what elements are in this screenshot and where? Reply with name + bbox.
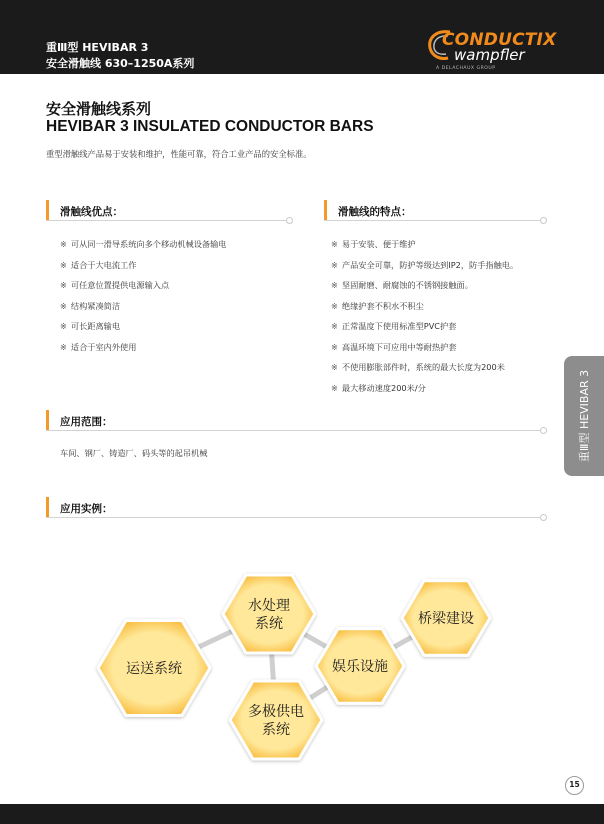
section-title: 应用范围： [60, 416, 113, 428]
page-title-en: HEVIBAR 3 INSULATED CONDUCTOR BARS [46, 118, 374, 135]
hexagon-label: 多极供电 [248, 704, 304, 720]
bullet-marker: ※ [60, 239, 67, 249]
bullet-marker: ※ [60, 259, 67, 270]
divider-end-dot [286, 217, 293, 224]
side-tab-label: 重Ⅲ型 HEVIBAR 3 [578, 369, 591, 463]
features-list [331, 238, 518, 402]
bullet-marker: ※ [60, 341, 67, 352]
intro-text: 重型滑触线产品易于安装和维护，性能可靠，符合工业产品的安全标准。 [46, 149, 312, 159]
section-divider [46, 220, 286, 221]
header-product-line: 重Ⅲ型 HEVIBAR 3 [46, 41, 149, 54]
bullet-marker: ※ [331, 341, 338, 352]
divider-end-dot [540, 514, 547, 521]
header-series-line: 安全滑触线 630–1250A系列 [46, 57, 195, 70]
list-item: ※ 可任意位置提供电源输入点 [60, 280, 170, 290]
bullet-marker: ※ [331, 259, 338, 270]
section-title: 滑触线的特点： [338, 206, 412, 218]
chapter-side-tab[interactable] [564, 356, 604, 476]
logo-wordmark: CONDUCTIX [442, 30, 557, 50]
application-hexagon-diagram [0, 540, 604, 790]
bullet-marker: ※ [331, 382, 338, 393]
list-item: ※ 绝缘护套不积水不积尘 [331, 300, 424, 311]
section-examples-header [46, 497, 546, 517]
bullet-marker: ※ [60, 300, 67, 311]
list-item: ※ 易于安装、便于维护 [331, 239, 416, 249]
company-logo [424, 26, 564, 74]
hexagon-label: 运送系统 [126, 661, 182, 677]
section-accent-bar [324, 200, 327, 220]
list-item: ※ 适合于室内外使用 [60, 341, 137, 352]
section-accent-bar [46, 497, 49, 517]
section-title: 应用实例： [60, 503, 113, 515]
bullet-marker: ※ [331, 280, 338, 290]
hexagon-shape [223, 575, 315, 653]
bullet-marker: ※ [60, 321, 67, 331]
list-item: ※ 可从同一滑导系统向多个移动机械设备输电 [60, 239, 227, 249]
section-divider [324, 220, 540, 221]
page-title-cn: 安全滑触线系列 [46, 100, 152, 118]
list-item: ※ 高温环境下可应用中等耐热护套 [331, 341, 457, 352]
list-item: ※ 坚固耐磨、耐腐蚀的不锈钢接触面。 [331, 280, 473, 290]
list-item: ※ 产品安全可靠，防护等级达到IP2，防手指触电。 [331, 259, 519, 270]
bullet-marker: ※ [331, 362, 338, 372]
bullet-marker: ※ [331, 239, 338, 249]
section-divider [46, 517, 540, 518]
advantages-list [60, 238, 226, 361]
list-item: ※ 结构紧凑简洁 [60, 300, 121, 311]
hex-multipole-power [230, 681, 322, 759]
list-item: ※ 正常温度下使用标准型PVC护套 [331, 321, 457, 331]
section-accent-bar [46, 200, 49, 220]
hex-water-treatment [223, 575, 315, 653]
hexagon-label: 娱乐设施 [332, 659, 388, 675]
bullet-marker: ※ [60, 280, 67, 290]
section-scope-header [46, 410, 546, 430]
hexagon-label: 系统 [262, 722, 290, 738]
bullet-marker: ※ [331, 300, 338, 311]
hexagon-shape [230, 681, 322, 759]
hex-transport-system [98, 621, 210, 716]
footer-bar [0, 804, 604, 824]
bullet-marker: ※ [331, 321, 338, 331]
header-bar [0, 0, 604, 74]
section-title: 滑触线优点： [60, 206, 123, 218]
section-divider [46, 430, 540, 431]
hexagon-label: 桥梁建设 [418, 611, 474, 627]
hexagon-label: 水处理 [248, 598, 290, 614]
divider-end-dot [540, 217, 547, 224]
scope-text: 车间、钢厂、铸造厂、码头等的起吊机械 [60, 448, 208, 458]
hex-entertainment [316, 629, 404, 704]
logo-subbrand: wampfler [454, 46, 525, 64]
list-item: ※ 最大移动速度200米/分 [331, 382, 426, 393]
section-advantages-header [46, 200, 292, 220]
page-number: 15 [565, 776, 584, 795]
hex-bridge-construction [402, 581, 490, 656]
section-accent-bar [46, 410, 49, 430]
section-features-header [324, 200, 546, 220]
hexagon-label: 系统 [255, 616, 283, 632]
list-item: ※ 可长距离输电 [60, 321, 121, 331]
list-item: ※ 适合于大电流工作 [60, 259, 137, 270]
divider-end-dot [540, 427, 547, 434]
logo-tagline: A DELACHAUX GROUP [436, 66, 496, 71]
list-item: ※ 不使用膨胀部件时，系统的最大长度为200米 [331, 362, 505, 372]
